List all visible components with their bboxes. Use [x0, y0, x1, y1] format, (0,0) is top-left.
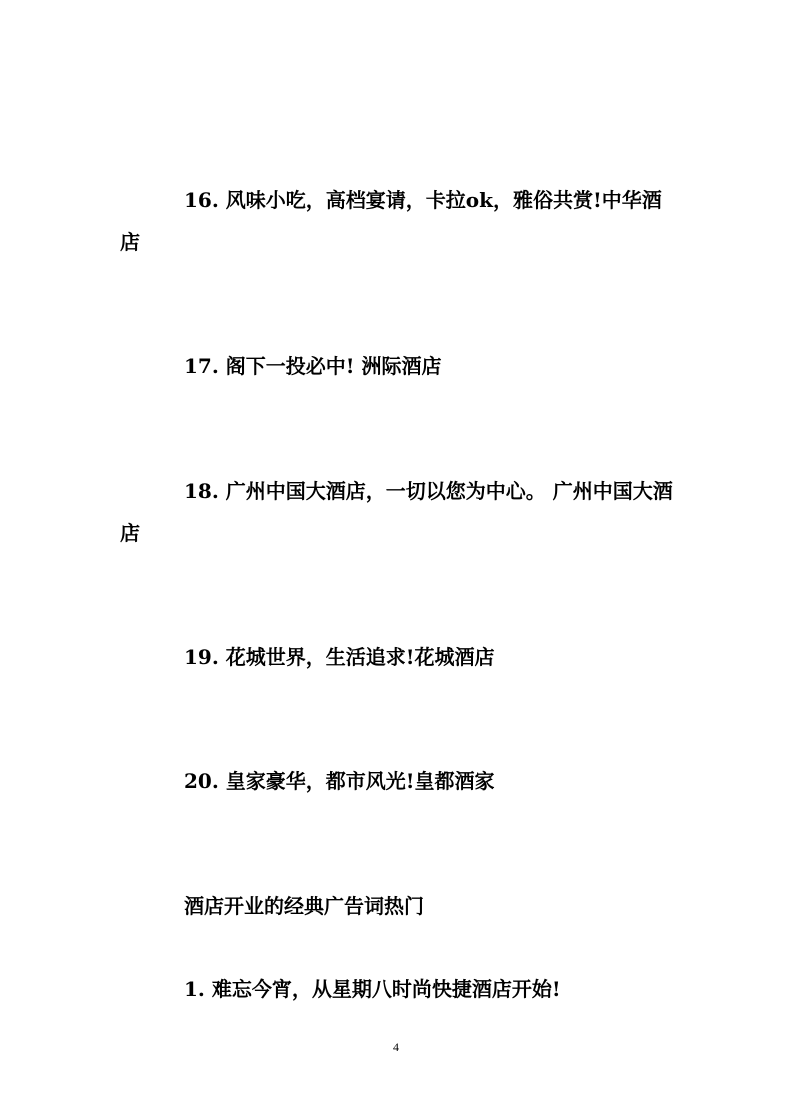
slogan-item-19: 19. 花城世界，生活追求!花城酒店	[184, 645, 495, 669]
section-heading: 酒店开业的经典广告词热门	[184, 894, 424, 918]
slogan-item-1: 1. 难忘今宵，从星期八时尚快捷酒店开始!	[184, 977, 561, 1001]
page-number: 4	[393, 1040, 399, 1054]
slogan-item-17: 17. 阁下一投必中! 洲际酒店	[184, 354, 442, 378]
slogan-item-20: 20. 皇家豪华，都市风光!皇都酒家	[184, 769, 495, 793]
slogan-item-18: 18. 广州中国大酒店，一切以您为中心。 广州中国大酒店	[120, 479, 673, 545]
slogan-item-16: 16. 风味小吃，高档宴请，卡拉ok，雅俗共赏!中华酒店	[120, 188, 662, 254]
